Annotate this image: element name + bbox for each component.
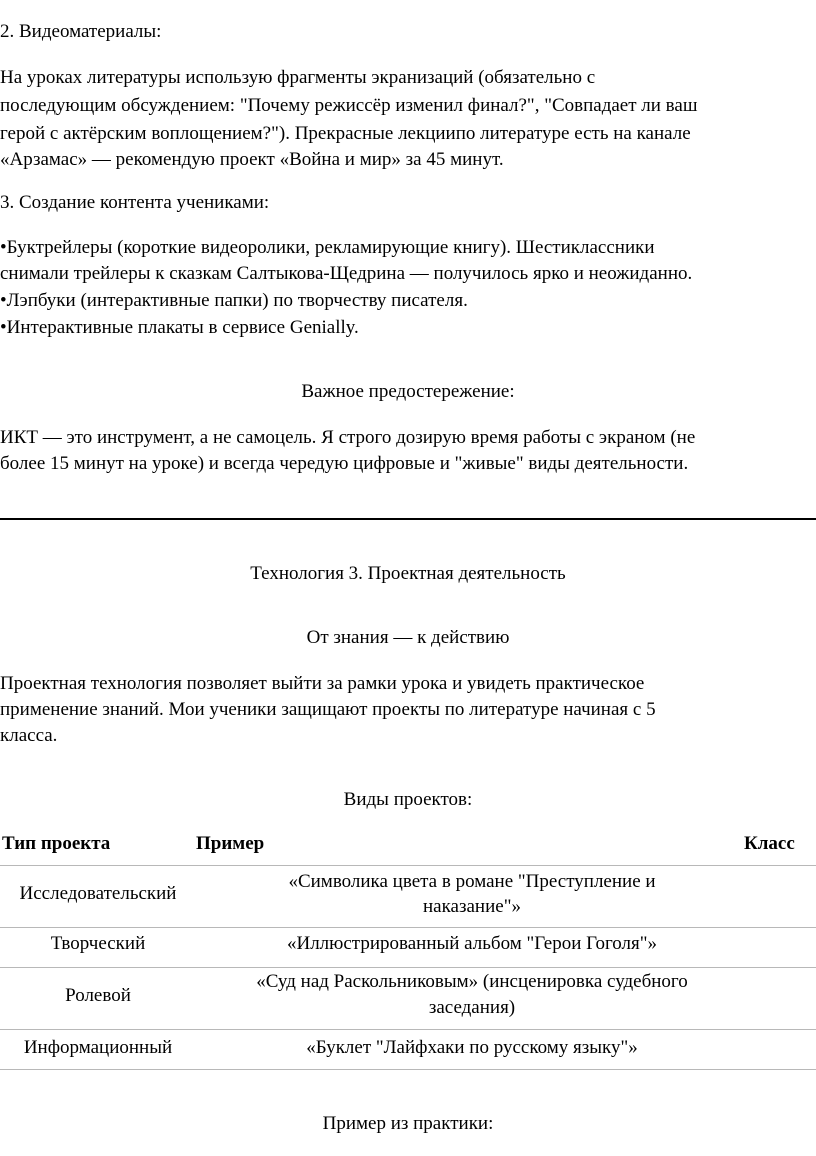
table-row-divider bbox=[0, 865, 816, 866]
content-list-line: снимали трейлеры к сказкам Салтыкова-Щедрина — получилось ярко и неожиданно. bbox=[0, 263, 693, 284]
tech3-paragraph-line: Проектная технология позволяет выйти за рамки урока и увидеть практическое bbox=[0, 673, 645, 694]
table-cell-example: «Символика цвета в романе "Преступление и bbox=[288, 871, 656, 892]
table-row-divider bbox=[0, 927, 816, 928]
table-cell-type: Ролевой bbox=[65, 985, 131, 1006]
table-row-divider bbox=[0, 967, 816, 968]
table-cell-example: заседания) bbox=[428, 997, 516, 1018]
content-list-line: •Буктрейлеры (короткие видеоролики, рекламирующие книгу). Шестиклассники bbox=[0, 237, 655, 258]
horizontal-divider bbox=[0, 518, 816, 520]
table-cell-example: наказание"» bbox=[423, 896, 521, 917]
tech3-title: Технология 3. Проектная деятельность bbox=[250, 563, 566, 584]
warning-line: ИКТ — это инструмент, а не самоцель. Я строго дозирую время работы с экраном (не bbox=[0, 427, 696, 448]
table-cell-type: Исследовательский bbox=[19, 883, 177, 904]
table-row-divider bbox=[0, 1069, 816, 1070]
table-header-grade: Класс bbox=[744, 833, 795, 854]
table-cell-example: «Суд над Раскольниковым» (инсценировка судебного bbox=[256, 971, 688, 992]
tech3-paragraph-line: применение знаний. Мои ученики защищают проекты по литературе начиная с 5 bbox=[0, 699, 656, 720]
table-cell-type: Творческий bbox=[50, 933, 146, 954]
table-cell-example: «Буклет "Лайфхаки по русскому языку"» bbox=[306, 1037, 638, 1058]
warning-line: более 15 минут на уроке) и всегда чередую цифровые и "живые" виды деятельности. bbox=[0, 453, 689, 474]
video-heading: 2. Видеоматериалы: bbox=[0, 21, 162, 42]
tech3-subtitle: От знания — к действию bbox=[306, 627, 510, 648]
table-row-divider bbox=[0, 1029, 816, 1030]
video-paragraph-line: На уроках литературы использую фрагменты экранизаций (обязательно с bbox=[0, 67, 596, 88]
video-paragraph-line: герой с актёрским воплощением?"). Прекрасные лекциипо литературе есть на канале bbox=[0, 123, 691, 144]
content-list-line: •Интерактивные плакаты в сервисе Genially. bbox=[0, 317, 359, 338]
content-list-line: •Лэпбуки (интерактивные папки) по творчеству писателя. bbox=[0, 290, 468, 311]
warning-title: Важное предостережение: bbox=[301, 381, 515, 402]
practice-title: Пример из практики: bbox=[322, 1113, 494, 1134]
video-paragraph-line: «Арзамас» — рекомендую проект «Война и мир» за 45 минут. bbox=[0, 149, 504, 170]
table-header-type: Тип проекта bbox=[2, 833, 111, 854]
table-title: Виды проектов: bbox=[343, 789, 473, 810]
table-header-example: Пример bbox=[196, 833, 265, 854]
video-paragraph-line: последующим обсуждением: "Почему режиссёр изменил финал?", "Совпадает ли ваш bbox=[0, 95, 698, 116]
tech3-paragraph-line: класса. bbox=[0, 725, 58, 746]
table-cell-example: «Иллюстрированный альбом "Герои Гоголя"» bbox=[286, 933, 658, 954]
table-cell-type: Информационный bbox=[23, 1037, 173, 1058]
content-heading: 3. Создание контента учениками: bbox=[0, 192, 270, 213]
